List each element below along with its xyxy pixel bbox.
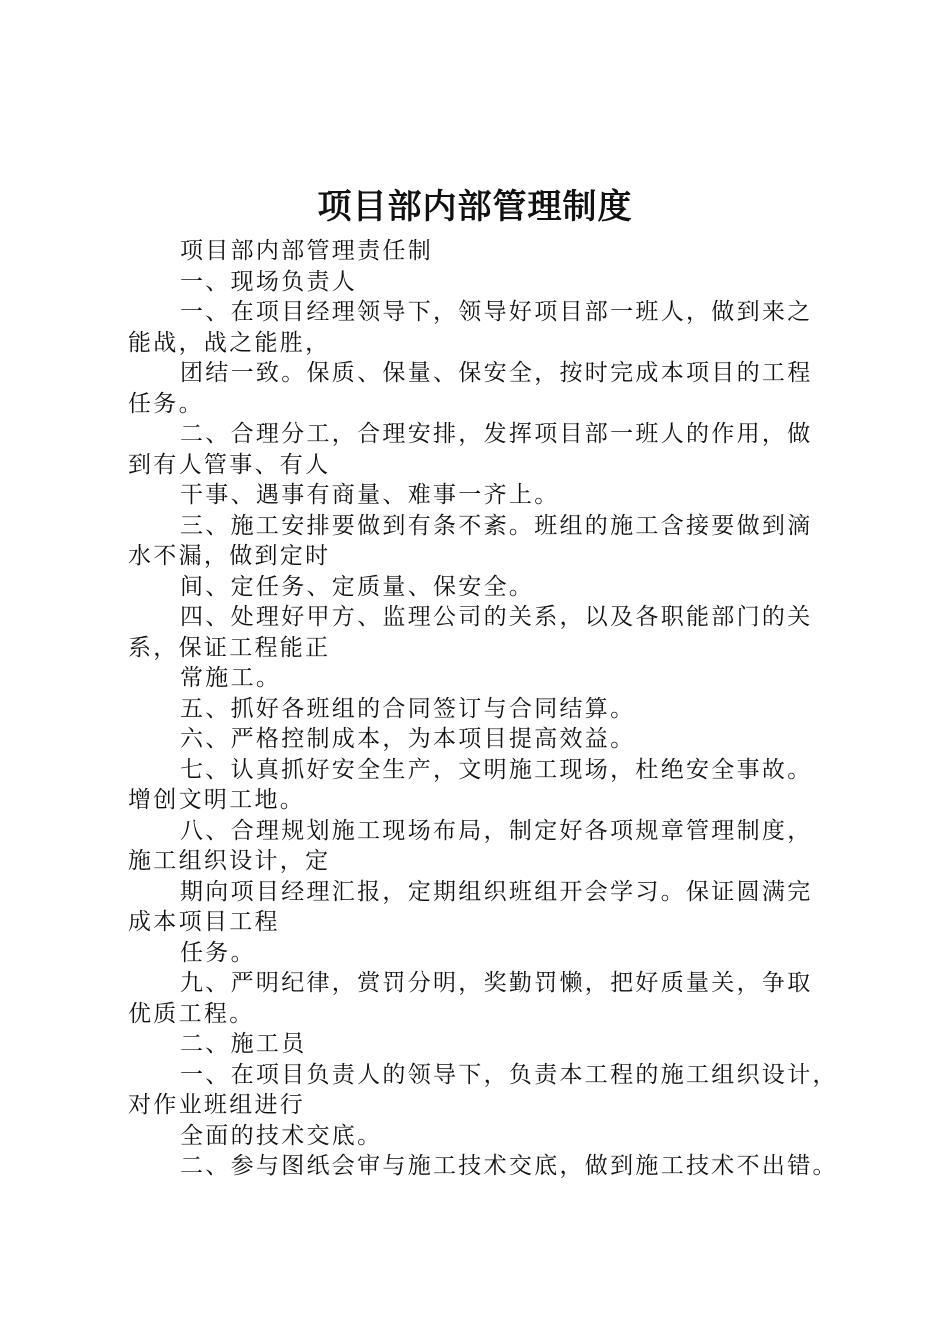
paragraph [128, 267, 850, 298]
paragraph [128, 938, 850, 969]
paragraph-line: 三、施工安排要做到有条不紊。班组的施工含接要做到滴 [180, 512, 813, 539]
paragraph-line: 常施工。 [180, 665, 282, 691]
paragraph-line: 干事、遇事有商量、难事一齐上。 [180, 482, 560, 508]
paragraph [128, 694, 850, 725]
paragraph [128, 297, 850, 358]
paragraph [128, 968, 850, 1029]
paragraph-line: 增创文明工地。 [128, 787, 306, 813]
paragraph-line: 期向项目经理汇报，定期组织班组开会学习。保证圆满完 [180, 878, 813, 905]
paragraph-line: 二、合理分工，合理安排，发挥项目部一班人的作用，做 [180, 421, 813, 447]
paragraph [128, 663, 850, 694]
paragraph-line: 对作业班组进行 [128, 1092, 306, 1118]
paragraph-line: 二、施工员 [180, 1031, 307, 1057]
paragraph [128, 419, 850, 480]
paragraph [128, 1121, 850, 1152]
paragraph-line: 全面的技术交底。 [180, 1122, 383, 1149]
paragraph-line: 系，保证工程能正 [128, 634, 331, 661]
paragraph-line: 六、严格控制成本，为本项目提高效益。 [180, 726, 636, 752]
paragraph-line: 八、合理规划施工现场布局，制定好各项规章管理制度， [180, 817, 813, 844]
paragraph [128, 816, 850, 877]
paragraph [128, 358, 850, 419]
paragraph [128, 572, 850, 603]
paragraph-line: 项目部内部管理责任制 [180, 238, 433, 264]
paragraph-line: 到有人管事、有人 [128, 451, 331, 478]
paragraph [128, 1151, 850, 1182]
paragraph [128, 1060, 850, 1121]
paragraph-line: 任务。 [180, 939, 256, 966]
paragraph-line: 二、参与图纸会审与施工技术交底，做到施工技术不出错。 [180, 1153, 838, 1179]
paragraph-line: 能战，战之能胜， [128, 329, 331, 356]
paragraph [128, 877, 850, 938]
paragraph-line: 一、在项目负责人的领导下，负责本工程的施工组织设计， [180, 1061, 838, 1088]
paragraph [128, 511, 850, 572]
paragraph-line: 团结一致。保质、保量、保安全，按时完成本项目的工程 [180, 360, 813, 386]
paragraph [128, 724, 850, 755]
paragraph-line: 水不漏，做到定时 [128, 543, 331, 569]
paragraph [128, 602, 850, 663]
paragraph-line: 五、抓好各班组的合同签订与合同结算。 [180, 695, 636, 722]
paragraph-line: 任务。 [128, 390, 204, 417]
paragraph-line: 间、定任务、定质量、保安全。 [180, 573, 535, 600]
paragraph-line: 成本项目工程 [128, 909, 280, 935]
document-title: 项目部内部管理制度 [317, 187, 633, 227]
paragraph-line: 一、现场负责人 [180, 268, 358, 295]
paragraph-line: 施工组织设计，定 [128, 848, 331, 874]
paragraph-line: 优质工程。 [128, 1000, 255, 1027]
document-body [128, 236, 850, 1182]
paragraph [128, 755, 850, 816]
paragraph [128, 236, 850, 267]
paragraph [128, 1029, 850, 1060]
paragraph-line: 一、在项目经理领导下，领导好项目部一班人，做到来之 [180, 299, 813, 325]
paragraph [128, 480, 850, 511]
paragraph-line: 七、认真抓好安全生产，文明施工现场，杜绝安全事故。 [180, 756, 813, 783]
paragraph-line: 九、严明纪律，赏罚分明，奖勤罚懒，把好质量关，争取 [180, 970, 813, 996]
paragraph-line: 四、处理好甲方、监理公司的关系，以及各职能部门的关 [180, 604, 813, 630]
